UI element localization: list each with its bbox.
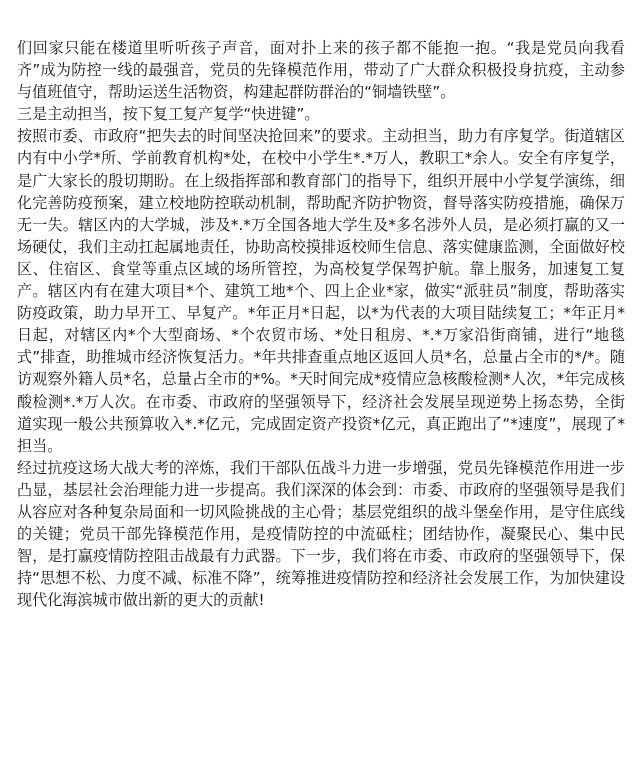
paragraph-2-heading: 三是主动担当，按下复工复产复学“快进键”。 — [17, 105, 320, 124]
paragraph-3: 按照市委、市政府“把失去的时间坚决抢回来”的要求。主动担当，助力有序复学。街道辖区内有中小学*所、学前教育机构*处，在校中小学生*.*万人，教职工*余人。安全有序复学，是广大家长的殷切期盼。在上级指挥部和教育部门的指导下，组织开展中小学复学演练，细化完善防疫预案，建立校地防控联动机制，帮助配齐防护物资，督导落实防疫措施，确保万无一失。辖区内的大学城，涉及*.*万全国各地大学生及*多名涉外人员，是必须打赢的又一场硬仗，我们主动扛起属地责任，协助高校摸排返校师生信息、落实健康监测，全面做好校区、住宿区、食堂等重点区域的场所管控，为高校复学保驾护航。靠上服务，加速复工复产。辖区内有在建大项目*个、建筑工地*个、四上企业*家，做实“派驻员”制度，帮助落实防疫政策，助力早开工、早复产。*年正月*日起，以*为代表的大项目陆续复工；*年正月*日起，对辖区内*个大型商场、*个农贸市场、*处日租房、*.*万家沿街商铺，进行“地毯式”排查，助推城市经济恢复活力。*年共排查重点地区返回人员*名，总量占全市的*/*。随访观察外籍人员*名，总量占全市的*%。*天时间完成*疫情应急核酸检测*人次，*年完成核酸检测*.*万人次。在市委、市政府的坚强领导下，经济社会发展呈现逆势上扬态势，全街道实现一般公共预算收入*.*亿元，完成固定资产投资*亿元，真正跑出了“*速度”，展现了*担当。 — [17, 127, 625, 455]
paragraph-1: 们回家只能在楼道里听听孩子声音，面对扑上来的孩子都不能抱一抱。“我是党员向我看齐”成为防控一线的最强音，党员的先锋模范作用，带动了广大群众积极投身抗疫，主动参与值班值守，帮助运送生活物资，构建起群防群治的“铜墙铁壁”。 — [17, 39, 625, 102]
document-body — [17, 37, 625, 611]
paragraph-4: 经过抗疫这场大战大考的淬炼，我们干部队伍战斗力进一步增强，党员先锋模范作用进一步凸显，基层社会治理能力进一步提高。我们深深的体会到：市委、市政府的坚强领导是我们从容应对各种复杂局面和一切风险挑战的主心骨；基层党组织的战斗堡垒作用，是守住底线的关键；党员干部先锋模范作用，是疫情防控的中流砥柱；团结协作，凝聚民心、集中民智，是打赢疫情防控阻击战最有力武器。下一步，我们将在市委、市政府的坚强领导下，保持“思想不松、力度不减、标准不降”，统筹推进疫情防控和经济社会发展工作，为加快建设现代化海滨城市做出新的更大的贡献! — [17, 458, 625, 610]
